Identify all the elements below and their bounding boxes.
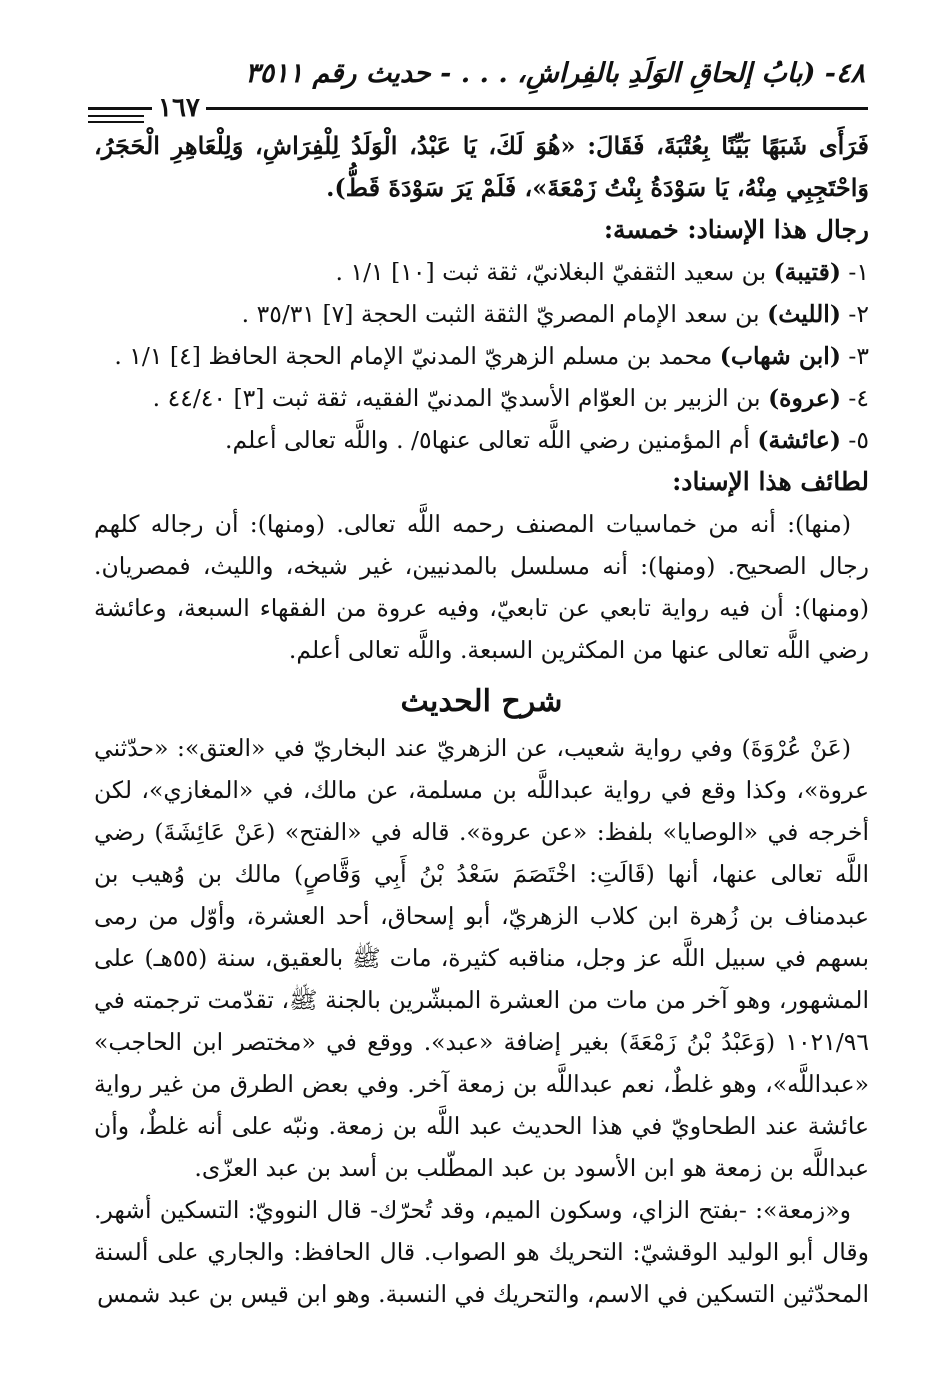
page-number: ١٦٧: [152, 96, 206, 120]
narrator-name: (الليث): [767, 300, 841, 328]
narrator-number: ٣-: [840, 342, 869, 370]
narrator-item: [94, 377, 869, 419]
narrator-number: ٢-: [840, 300, 869, 328]
narrator-number: ٥-: [840, 426, 869, 454]
lataif-paragraph: (منها): أنه من خماسيات المصنف رحمه اللَّه تعالى. (ومنها): أن رجاله كلهم رجال الصحيح. (ومنها): أنه مسلسل بالمدنيين، غير شيخه، والليث، فمصريان. (ومنها): أن فيه رواية تابعي عن تابعيّ، وفيه عروة من الفقهاء السبعة، وعائشة رضي اللَّه تعالى عنها من المكثرين السبعة. واللَّه تعالى أعلم.: [94, 510, 869, 664]
narrator-description: محمد بن مسلم الزهريّ المدنيّ الإمام الحجة الحافظ [٤] ١/١ .: [114, 342, 720, 370]
narrator-item: [94, 251, 869, 293]
narrator-number: ٤-: [840, 384, 869, 412]
narrator-item: [94, 293, 869, 335]
narrator-description: بن سعيد الثقفيّ البغلانيّ، ثقة ثبت [١٠] ١/١ .: [335, 258, 774, 286]
narrator-list: [94, 251, 869, 461]
header-rule-short: [88, 115, 144, 117]
narrator-name: (ابن شهاب): [719, 342, 841, 370]
narrator-description: بن سعد الإمام المصريّ الثقة الثبت الحجة [٧] ٣٥/٣١ .: [241, 300, 768, 328]
narrator-description: أم المؤمنين رضي اللَّه تعالى عنها٥/ . واللَّه تعالى أعلم.: [225, 426, 758, 454]
sharh-paragraph: و«زمعة»: -بفتح الزاي، وسكون الميم، وقد تُحرّك- قال النوويّ: التسكين أشهر. وقال أبو الوليد الوقشيّ: التحريك هو الصواب. قال الحافظ: والجاري على ألسنة المحدّثين التسكين في الاسم، والتحريك في النسبة. وهو ابن قيس بن عبد شمس: [94, 1196, 869, 1308]
running-header-title: ٤٨- (بابُ إلحاقِ الوَلَدِ بالفِراشِ، . . . - حديث رقم ٣٥١١: [245, 58, 865, 89]
sharh-section-title: شرح الحديث: [400, 684, 563, 719]
narrator-description: بن الزبير بن العوّام الأسديّ المدنيّ الفقيه، ثقة ثبت [٣] ٤٤/٤٠ .: [152, 384, 769, 412]
narrator-item: [94, 419, 869, 461]
hadith-text: فَرَأَى شَبَهًا بَيِّنًا بِعُتْبَةَ، فَقَالَ: «هُوَ لَكَ، يَا عَبْدُ، الْوَلَدُ لِلْفِرَاشِ، وَلِلْعَاهِرِ الْحَجَرُ، وَاحْتَجِبِي مِنْهُ، يَا سَوْدَةُ بِنْتُ زَمْعَةَ»، فَلَمْ يَرَ سَوْدَةَ قَطُّ).: [94, 131, 869, 202]
narrator-item: [94, 335, 869, 377]
sharh-paragraph: (عَنْ عُرْوَةَ) وفي رواية شعيب، عن الزهريّ عند البخاريّ في «العتق»: «حدّثني عروة»، وكذا وقع في رواية عبداللَّه بن مسلمة، عن مالك، في «المغازي»، لكن أخرجه في «الوصايا» بلفظ: «عن عروة». قاله في «الفتح» (عَنْ عَائِشَةَ) رضي اللَّه تعالى عنها، أنها (قَالَتِ: اخْتَصَمَ سَعْدُ بْنُ أَبِي وَقَّاصٍ) مالك بن وُهيب بن عبدمناف بن زُهرة ابن كلاب الزهريّ، أبو إسحاق، أحد العشرة، وأوّل من رمى بسهم في سبيل اللَّه عز وجل، مناقبه كثيرة، مات ﷺ بالعقيق، سنة (٥٥هـ) على المشهور، وهو آخر من مات من العشرة المبشّرين بالجنة ﷺ، تقدّمت ترجمته في ١٠٢١/٩٦ (وَعَبْدُ بْنُ زَمْعَةَ) بغير إضافة «عبد». ووقع في «مختصر ابن الحاجب» «عبداللَّه»، وهو غلطٌ، نعم عبداللَّه بن زمعة آخر. وفي بعض الطرق من غير رواية عائشة عند الطحاويّ في هذا الحديث عبد اللَّه بن زمعة. ونبّه على أنه غلطٌ، وأن عبداللَّه بن زمعة هو ابن الأسود بن عبد المطّلب بن أسد بن عبد العزّى.: [94, 734, 869, 1182]
narrator-number: ١-: [840, 258, 869, 286]
narrator-name: (عروة): [768, 384, 841, 412]
lataif-heading: لطائف هذا الإسناد:: [672, 467, 869, 496]
narrator-name: (قتيبة): [773, 258, 841, 286]
page-body: [94, 125, 869, 1315]
isnad-heading: رجال هذا الإسناد: خمسة:: [603, 215, 869, 244]
narrator-name: (عائشة): [757, 426, 841, 454]
header-rule-short: [88, 121, 144, 123]
